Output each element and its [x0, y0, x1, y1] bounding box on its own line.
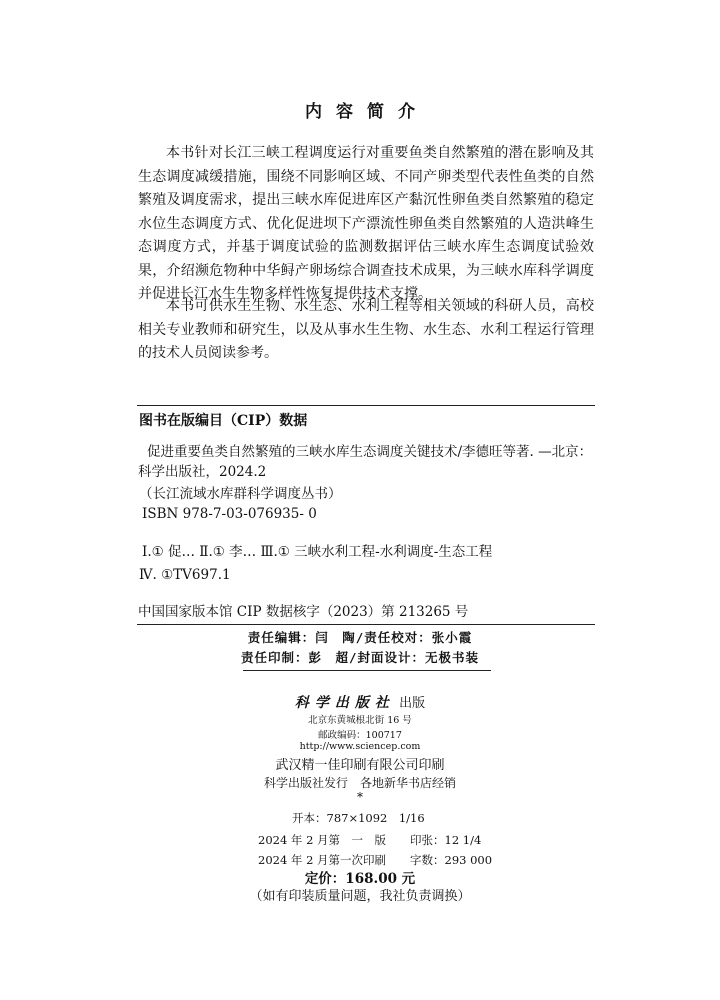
cip-description-line-2: 科学出版社，2024.2 — [138, 464, 267, 480]
cip-top-divider — [137, 405, 595, 406]
publisher-logo-text: 科学出版社 — [294, 695, 395, 711]
spec-printing: 2024 年 2 月第一次印刷 — [258, 853, 387, 867]
publisher-address: 北京东黄城根北街 16 号 — [308, 715, 412, 726]
intro-paragraph-2: 本书可供水生生物、水生态、水利工程等相关领域的科研人员，高校相关专业教师和研究生，以及从事水生生物、水生态、水利工程运行管理的技术人员阅读参考。 — [138, 298, 594, 361]
cip-classification-line-2: Ⅳ. ①TV697.1 — [139, 567, 231, 583]
cip-series: （长江流域水库群科学调度丛书） — [139, 486, 342, 502]
price: 定价：168.00 元 — [304, 871, 416, 887]
cip-heading: 图书在版编目（CIP）数据 — [139, 413, 308, 429]
publisher-name — [0, 692, 720, 712]
cip-record-number: 中国国家版本馆 CIP 数据核字（2023）第 213265 号 — [138, 604, 469, 620]
spec-format: 开本：787×1092 1/16 — [292, 811, 425, 825]
publisher-zip: 邮政编码：100717 — [318, 730, 402, 741]
publisher-divider — [243, 670, 491, 671]
cip-classification-line-1: Ⅰ.① 促… Ⅱ.① 李… Ⅲ.① 三峡水利工程-水利调度-生态工程 — [142, 544, 493, 560]
spec-sheets: 印张：12 1/4 — [410, 833, 482, 847]
cip-isbn: ISBN 978-7-03-076935- 0 — [142, 506, 317, 522]
printer: 武汉精一佳印刷有限公司印刷 — [275, 758, 445, 773]
publisher-url: http://www.sciencep.com — [299, 741, 421, 752]
spec-edition: 2024 年 2 月第 一 版 — [258, 833, 387, 847]
quality-notice: （如有印装质量问题，我社负责调换） — [249, 889, 471, 904]
editor-credits: 责任编辑：闫 陶/责任校对：张小霞 — [247, 630, 473, 645]
publisher-suffix: 出版 — [399, 696, 426, 711]
intro-paragraph-1: 本书针对长江三峡工程调度运行对重要鱼类自然繁殖的潜在影响及其生态调度减缓措施，围绕不同影响区域、不同产卵类型代表性鱼类的自然繁殖及调度需求，提出三峡水库促进库区产黏沉性卵鱼类自然繁殖的稳定水位生态调度方式、优化促进坝下产漂流性卵鱼类自然繁殖的人造洪峰生态调度方式，并基于调度试验的监测数据评估三峡水库生态调度试验效果，介绍濒危物种中华鲟产卵场综合调查技术成果，为三峡水库科学调度并促进长江水生生物多样性恢复提供技术支撑。 — [138, 145, 594, 302]
intro-title: 内容简介 — [305, 102, 429, 122]
cip-bottom-divider — [137, 624, 595, 625]
spec-words: 字数：293 000 — [410, 853, 493, 867]
separator-star: * — [357, 790, 363, 804]
production-credits: 责任印制：彭 超/封面设计：无极书装 — [240, 650, 480, 665]
distribution: 科学出版社发行 各地新华书店经销 — [263, 776, 456, 790]
cip-description-line-1: 促进重要鱼类自然繁殖的三峡水库生态调度关键技术/李德旺等著. —北京： — [147, 444, 593, 460]
